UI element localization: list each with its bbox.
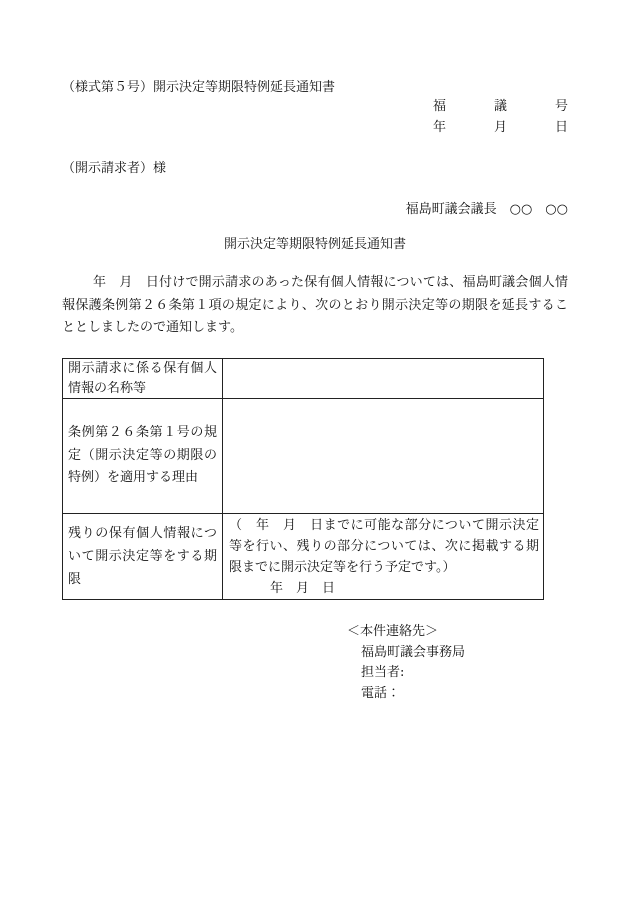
value-line: （ 年 月 日までに可能な部分について開示決定 [229,518,539,533]
row-value-cell [223,399,543,513]
table-row [63,359,543,399]
contact-block [347,622,465,704]
sender: 福島町議会議長 ○○ ○○ [405,202,568,217]
label-line: 開示請求に係る保有個人 [68,361,217,376]
reference-number-part: 号 [554,99,568,114]
label-line: 限 [68,572,82,587]
body-paragraph [62,272,568,340]
row-label-cell [63,514,223,599]
value-line: 等を行い、残りの部分については、次に掲載する期 [229,539,539,554]
document-title: 開示決定等期限特例延長通知書 [223,237,406,252]
body-line: 報保護条例第２６条第１項の規定により、次のとおり開示決定等の期限を延長するこ [62,297,568,313]
reference-date [433,118,568,138]
contact-person-label: 担当者: [361,665,405,680]
value-line: 限までに開示決定等を行う予定です。） [229,560,456,575]
reference-number-part: 福 [433,99,447,114]
label-line: 定（開示決定等の期限の [68,447,217,463]
form-label: （様式第５号）開示決定等期限特例延長通知書 [62,80,336,95]
reference-number [433,97,568,117]
row-label-cell [63,359,223,399]
reference-date-part: 年 [433,120,447,135]
contact-phone-label: 電話： [361,685,401,701]
row-value-cell [223,514,543,599]
reference-date-part: 日 [554,120,568,135]
value-date-line: 年 月 日 [270,581,336,596]
table-row [63,514,543,599]
addressee: （開示請求者）様 [62,161,167,176]
table-row [63,399,543,514]
label-line: 情報の名称等 [68,381,147,396]
label-line: 条例第２６条第１号の規 [68,425,217,441]
row-label-cell [63,399,223,513]
contact-office: 福島町議会事務局 [361,644,466,660]
row-value-cell [223,359,543,399]
reference-number-part: 議 [493,99,507,114]
label-line: 残りの保有個人情報につ [68,526,217,541]
label-line: 特例）を適用する理由 [68,470,199,486]
contact-heading: ＜本件連絡先＞ [347,624,439,639]
body-line: 年 月 日付けで開示請求のあった保有個人情報については、福島町議会個人情 [93,275,568,290]
body-line: ととしましたので通知します。 [62,320,243,335]
extension-details-table [62,358,544,600]
reference-date-part: 月 [493,120,507,135]
label-line: いて開示決定等をする期 [68,549,217,564]
